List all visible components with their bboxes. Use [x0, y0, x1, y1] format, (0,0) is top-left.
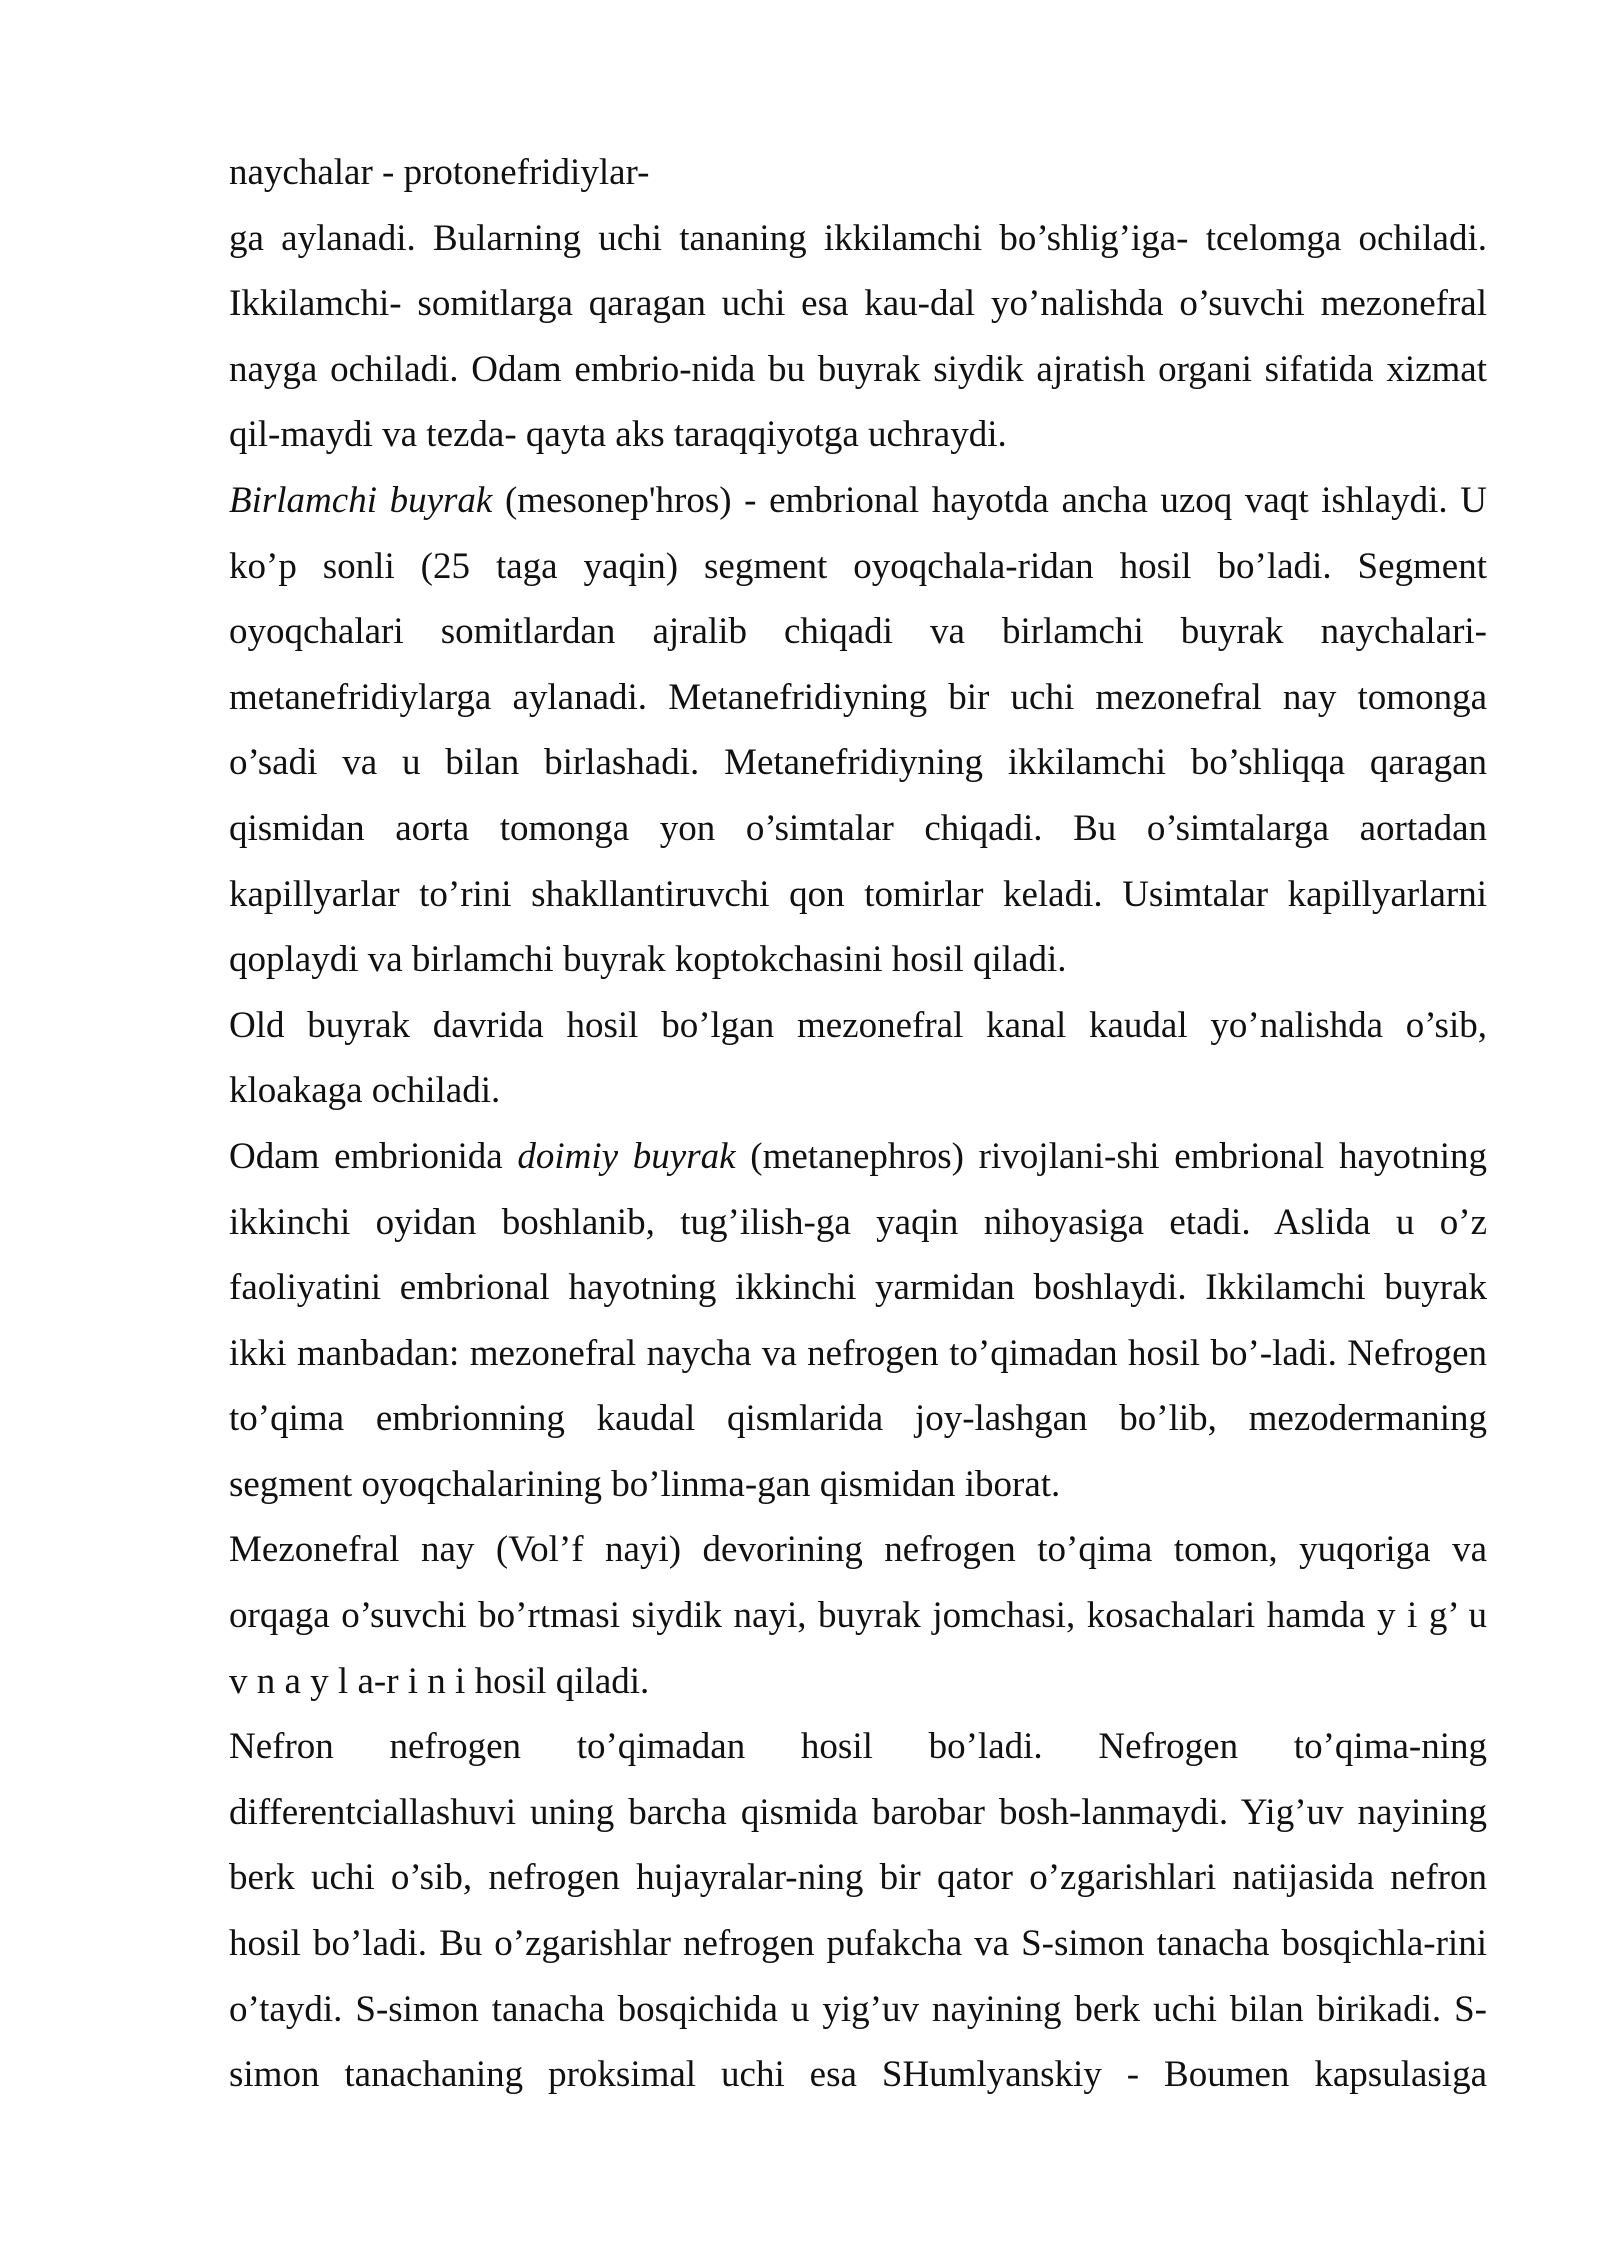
text-line: ga aylanadi. Bularning uchi tananing ikkilamchi bo’shlig’iga- tcelomga ochiladi. [229, 217, 1487, 259]
text-line: ikki manbadan: mezonefral naycha va nefrogen to’qimadan hosil bo’-ladi. Nefrogen [229, 1332, 1487, 1374]
text-line: naychalar - protonefridiylar- [229, 152, 650, 193]
text-line: kloakaga ochiladi. [229, 1070, 501, 1112]
text-line: Mezonefral nay (Vol’f nayi) devorining nefrogen to’qima tomon, yuqoriga va [229, 1529, 1487, 1571]
text-line: o’taydi. S-simon tanacha bosqichida u yig’uv nayining berk uchi bilan birikadi. S- [229, 1988, 1487, 2030]
italic-term: Birlamchi buyrak [229, 479, 493, 521]
text-line: metanefridiylarga aylanadi. Metanefridiyning bir uchi mezonefral nay tomonga [229, 676, 1487, 718]
text-line: hosil bo’ladi. Bu o’zgarishlar nefrogen pufakcha va S-simon tanacha bosqichla-rini [229, 1923, 1487, 1965]
text-line: berk uchi o’sib, nefrogen hujayralar-ning bir qator o’zgarishlari natijasida nefron [229, 1857, 1487, 1899]
italic-term: doimiy buyrak [517, 1135, 736, 1177]
text-line: qoplaydi va birlamchi buyrak koptokchasini hosil qiladi. [229, 939, 1067, 981]
text-line [229, 468, 1487, 534]
text-line: segment oyoqchalarining bo’linma-gan qismidan iborat. [229, 1463, 1061, 1505]
text-line: faoliyatini embrional hayotning ikkinchi yarmidan boshlaydi. Ikkilamchi buyrak [229, 1267, 1487, 1309]
text-line: orqaga o’suvchi bo’rtmasi siydik nayi, buyrak jomchasi, kosachalari hamda y i g’ u [229, 1595, 1487, 1637]
text-line: ko’p sonli (25 taga yaqin) segment oyoqchala-ridan hosil bo’ladi. Segment [229, 545, 1487, 587]
text-line: differentciallashuvi uning barcha qismida barobar bosh-lanmaydi. Yig’uv nayining [229, 1791, 1487, 1833]
text-line: Old buyrak davrida hosil bo’lgan mezonefral kanal kaudal yo’nalishda o’sib, [229, 1004, 1487, 1046]
text-segment: (metanephros) rivojlani-shi embrional hayotning [735, 1135, 1487, 1177]
text-line: ikkinchi oyidan boshlanib, tug’ilish-ga yaqin nihoyasiga etadi. Aslida u o’z [229, 1201, 1487, 1243]
text-line: o’sadi va u bilan birlashadi. Metanefridiyning ikkilamchi bo’shliqqa qaragan [229, 742, 1487, 784]
text-segment: (mesonep'hros) - embrional hayotda ancha uzoq vaqt ishlaydi. U [492, 479, 1487, 521]
text-line: qil-maydi va tezda- qayta aks taraqqiyotga uchraydi. [229, 414, 1007, 456]
text-line: v n a y l a-r i n i hosil qiladi. [229, 1660, 650, 1702]
text-line: qismidan aorta tomonga yon o’simtalar chiqadi. Bu o’simtalarga aortadan [229, 807, 1487, 849]
text-line: kapillyarlar to’rini shakllantiruvchi qon tomirlar keladi. Usimtalar kapillyarlarni [229, 873, 1487, 915]
text-line: nayga ochiladi. Odam embrio-nida bu buyrak siydik ajratish organi sifatida xizmat [229, 348, 1487, 390]
text-line: Nefron nefrogen to’qimadan hosil bo’ladi. Nefrogen to’qima-ning [229, 1726, 1487, 1768]
document-body [229, 140, 1487, 2108]
text-line: Ikkilamchi- somitlarga qaragan uchi esa kau-dal yo’nalishda o’suvchi mezonefral [229, 283, 1487, 325]
text-line: to’qima embrionning kaudal qismlarida joy-lashgan bo’lib, mezodermaning [229, 1398, 1487, 1440]
text-line: simon tanachaning proksimal uchi esa SHumlyanskiy - Boumen kapsulasiga [229, 2054, 1487, 2096]
text-segment: Odam embrionida [229, 1135, 518, 1177]
text-line [229, 1124, 1487, 1190]
text-line: oyoqchalari somitlardan ajralib chiqadi va birlamchi buyrak naychalari- [229, 611, 1487, 653]
